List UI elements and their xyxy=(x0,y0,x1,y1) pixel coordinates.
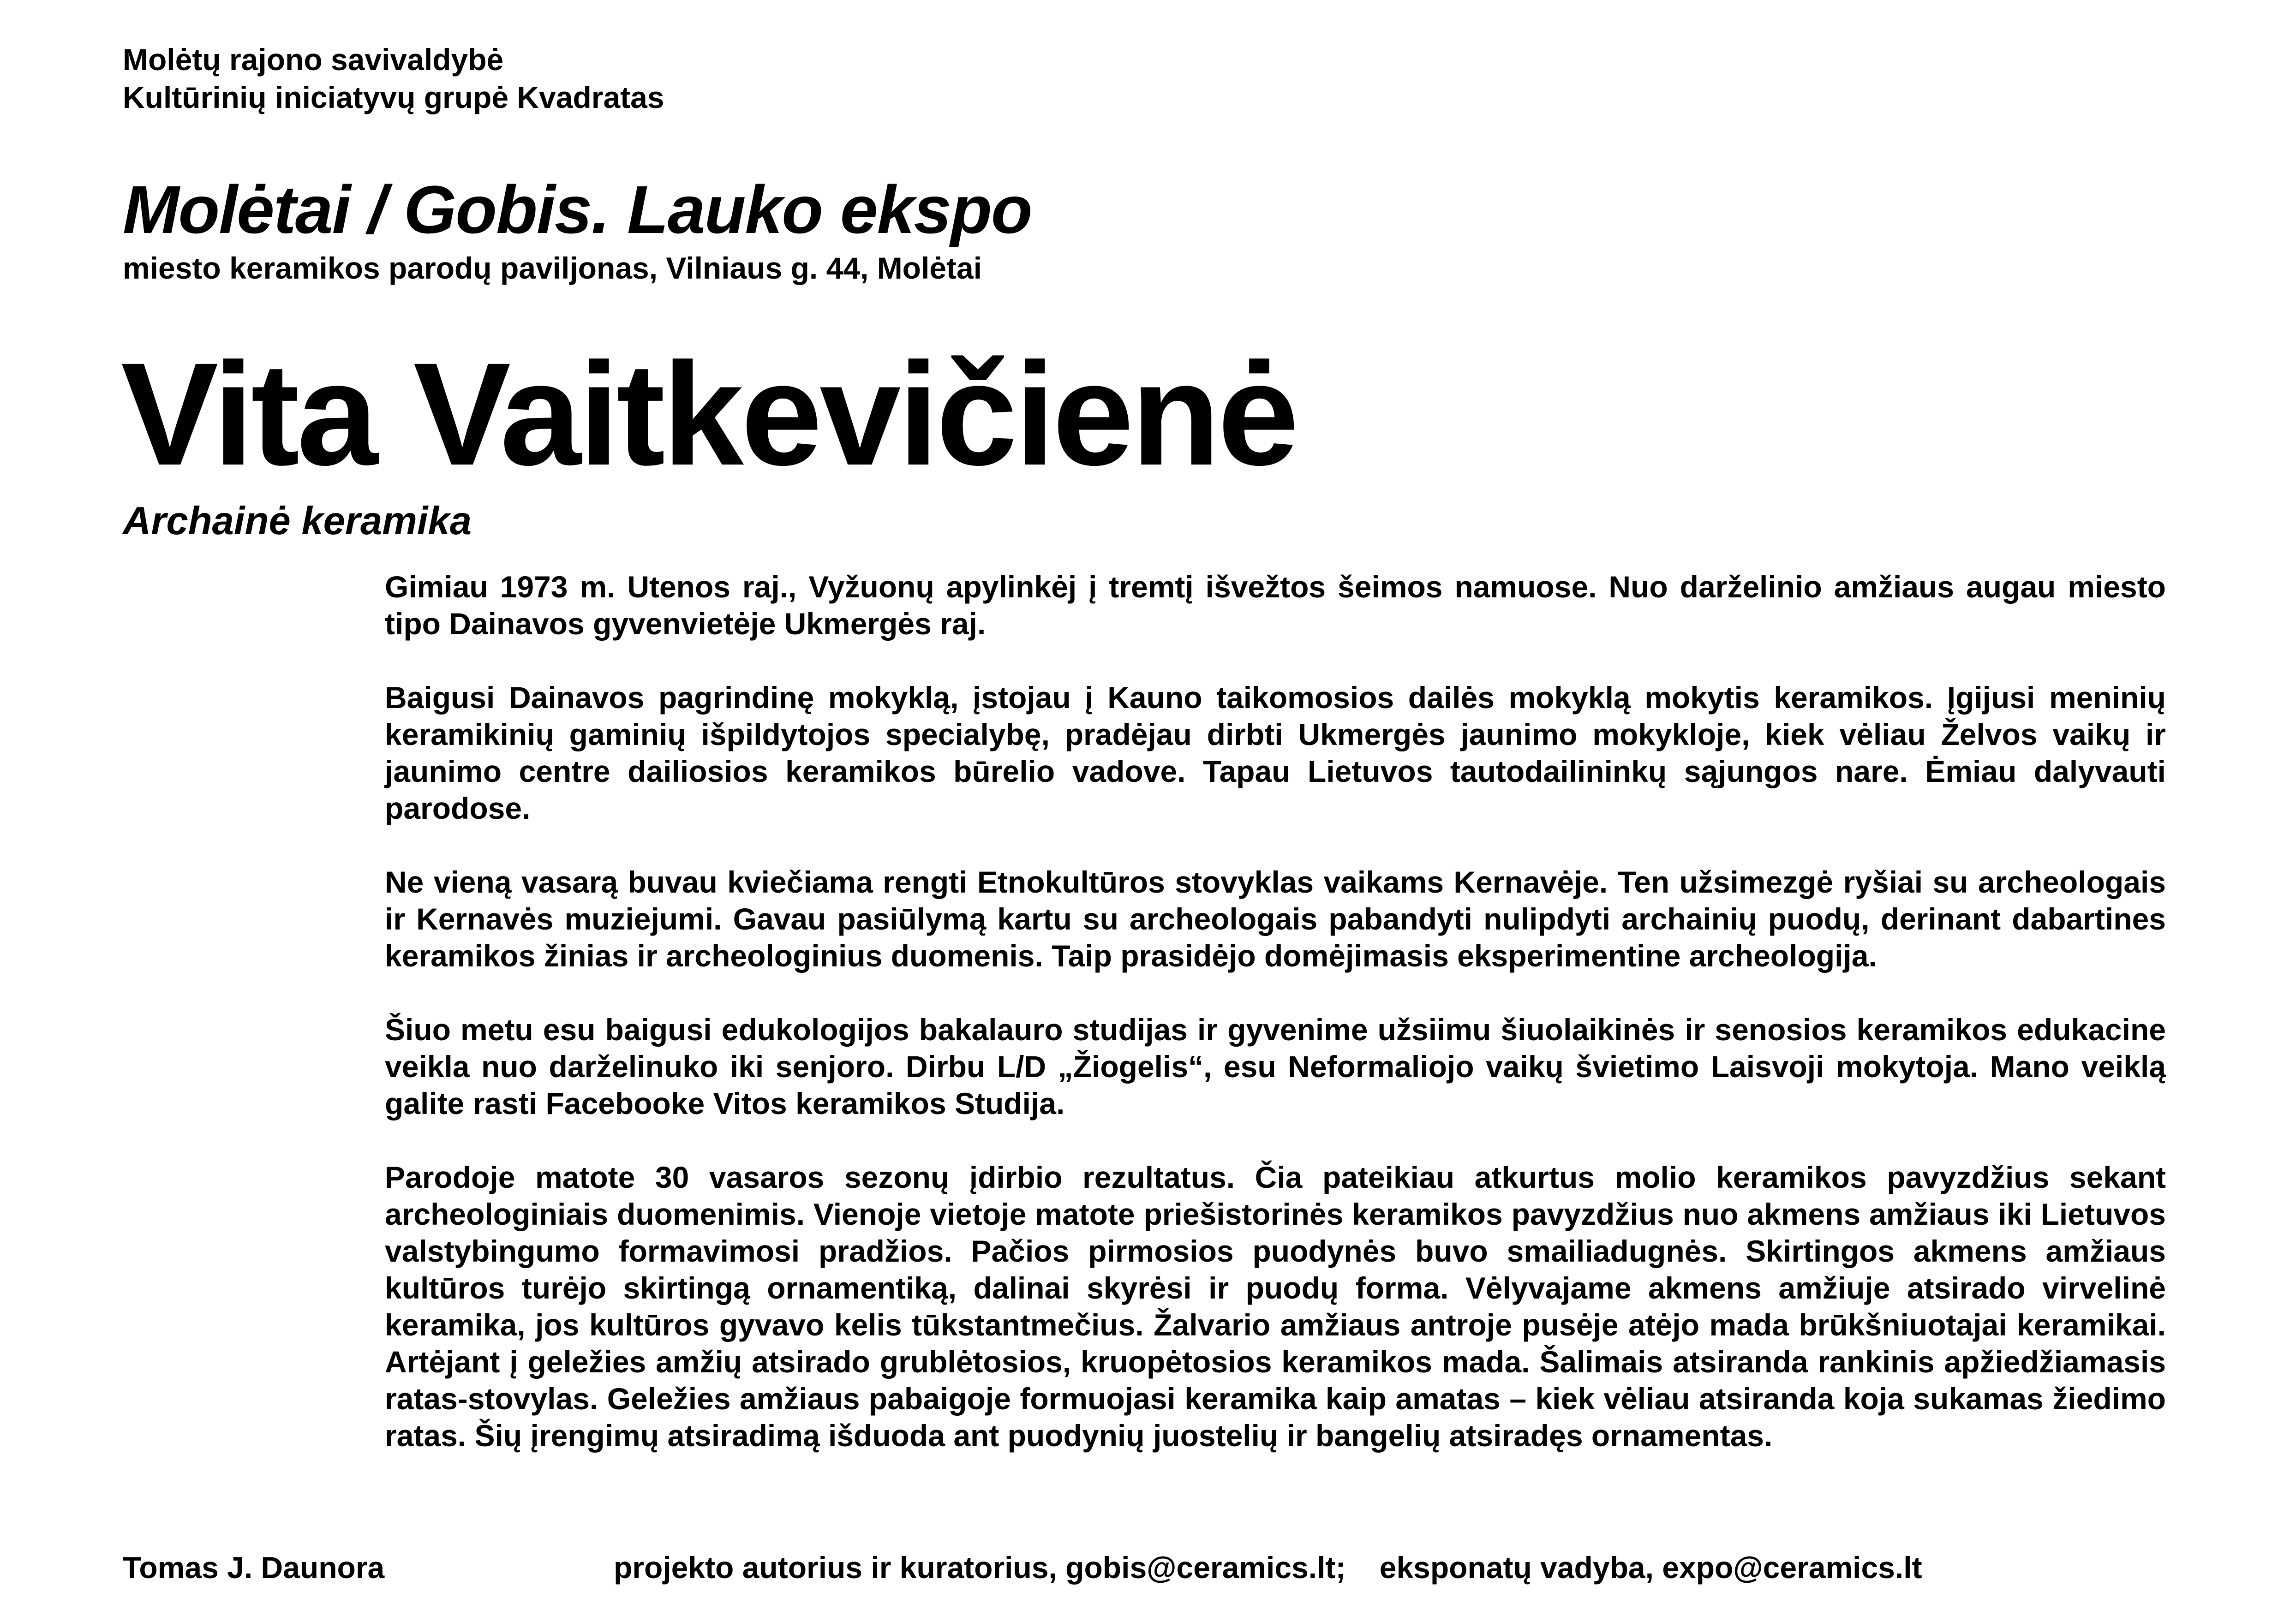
exhibition-venue: miesto keramikos parodų paviljonas, Vilniaus g. 44, Molėtai xyxy=(123,251,982,285)
bio-paragraph: Ne vieną vasarą buvau kviečiama rengti Etnokultūros stovyklas vaikams Kernavėje. Ten užsimezgė ryšiai su archeologais ir Kernavės muziejumi. Gavau pasiūlymą kartu su archeologais pabandyti nulipdyti archainių puodų, derinant dabartines keramikos žinias ir archeologinius duomenis. Taip prasidėjo domėjimasis eksperimentine archeologija. xyxy=(385,865,2166,973)
organizer-municipality: Molėtų rajono savivaldybė xyxy=(123,42,504,77)
artist-biography xyxy=(385,568,2166,1491)
exhibition-subtitle: Archainė keramika xyxy=(123,499,472,543)
curator-name: Tomas J. Daunora xyxy=(123,1550,385,1585)
bio-paragraph: Gimiau 1973 m. Utenos raj., Vyžuonų apylinkėj į tremtį išvežtos šeimos namuose. Nuo darželinio amžiaus augau miesto tipo Dainavos gyvenvietėje Ukmergės raj. xyxy=(385,570,2166,641)
curator-contacts: projekto autorius ir kuratorius, gobis@ceramics.lt; eksponatų vadyba, expo@ceramics.lt xyxy=(614,1550,1922,1585)
organizer-block xyxy=(123,41,664,116)
bio-paragraph: Šiuo metu esu baigusi edukologijos bakalauro studijas ir gyvenime užsiimu šiuolaikinės ir senosios keramikos edukacine veikla nuo darželinuko iki senjoro. Dirbu L/D „Žiogelis“, esu Neformaliojo vaikų švietimo Laisvoji mokytoja. Mano veiklą galite rasti Facebooke Vitos keramikos Studija. xyxy=(385,1013,2166,1120)
organizer-group: Kultūrinių iniciatyvų grupė Kvadratas xyxy=(123,80,664,114)
exhibition-title: Molėtai / Gobis. Lauko ekspo xyxy=(123,172,1032,248)
artist-name: Vita Vaitkevičienė xyxy=(121,333,1297,496)
bio-paragraph: Parodoje matote 30 vasaros sezonų įdirbio rezultatus. Čia pateikiau atkurtus molio keramikos pavyzdžius sekant archeologiniais duomenimis. Vienoje vietoje matote priešistorinės keramikos pavyzdžius nuo akmens amžiaus iki Lietuvos valstybingumo formavimosi pradžios. Pačios pirmosios puodynės buvo smailiadugnės. Skirtingos akmens amžiaus kultūros turėjo skirtingą ornamentiką, dalinai skyrėsi ir puodų forma. Vėlyvajame akmens amžiuje atsirado virvelinė keramika, jos kultūros gyvavo kelis tūkstantmečius. Žalvario amžiaus antroje pusėje atėjo mada brūkšniuotajai keramikai. Artėjant į geležies amžių atsirado grublėtosios, kruopėtosios keramikos mada. Šalimais atsiranda rankinis apžiedžiamasis ratas-stovylas. Geležies amžiaus pabaigoje formuojasi keramika kaip amatas – kiek vėliau atsiranda koja sukamas žiedimo ratas. Šių įrengimų atsiradimą išduoda ant puodynių juostelių ir bangelių atsiradęs ornamentas. xyxy=(385,1160,2166,1453)
bio-paragraph: Baigusi Dainavos pagrindinę mokyklą, įstojau į Kauno taikomosios dailės mokyklą mokytis keramikos. Įgijusi meninių keramikinių gaminių išpildytojos specialybę, pradėjau dirbti Ukmergės jaunimo mokykloje, kiek vėliau Želvos vaikų ir jaunimo centre dailiosios keramikos būrelio vadove. Tapau Lietuvos tautodailininkų sąjungos nare. Ėmiau dalyvauti parodose. xyxy=(385,680,2166,825)
